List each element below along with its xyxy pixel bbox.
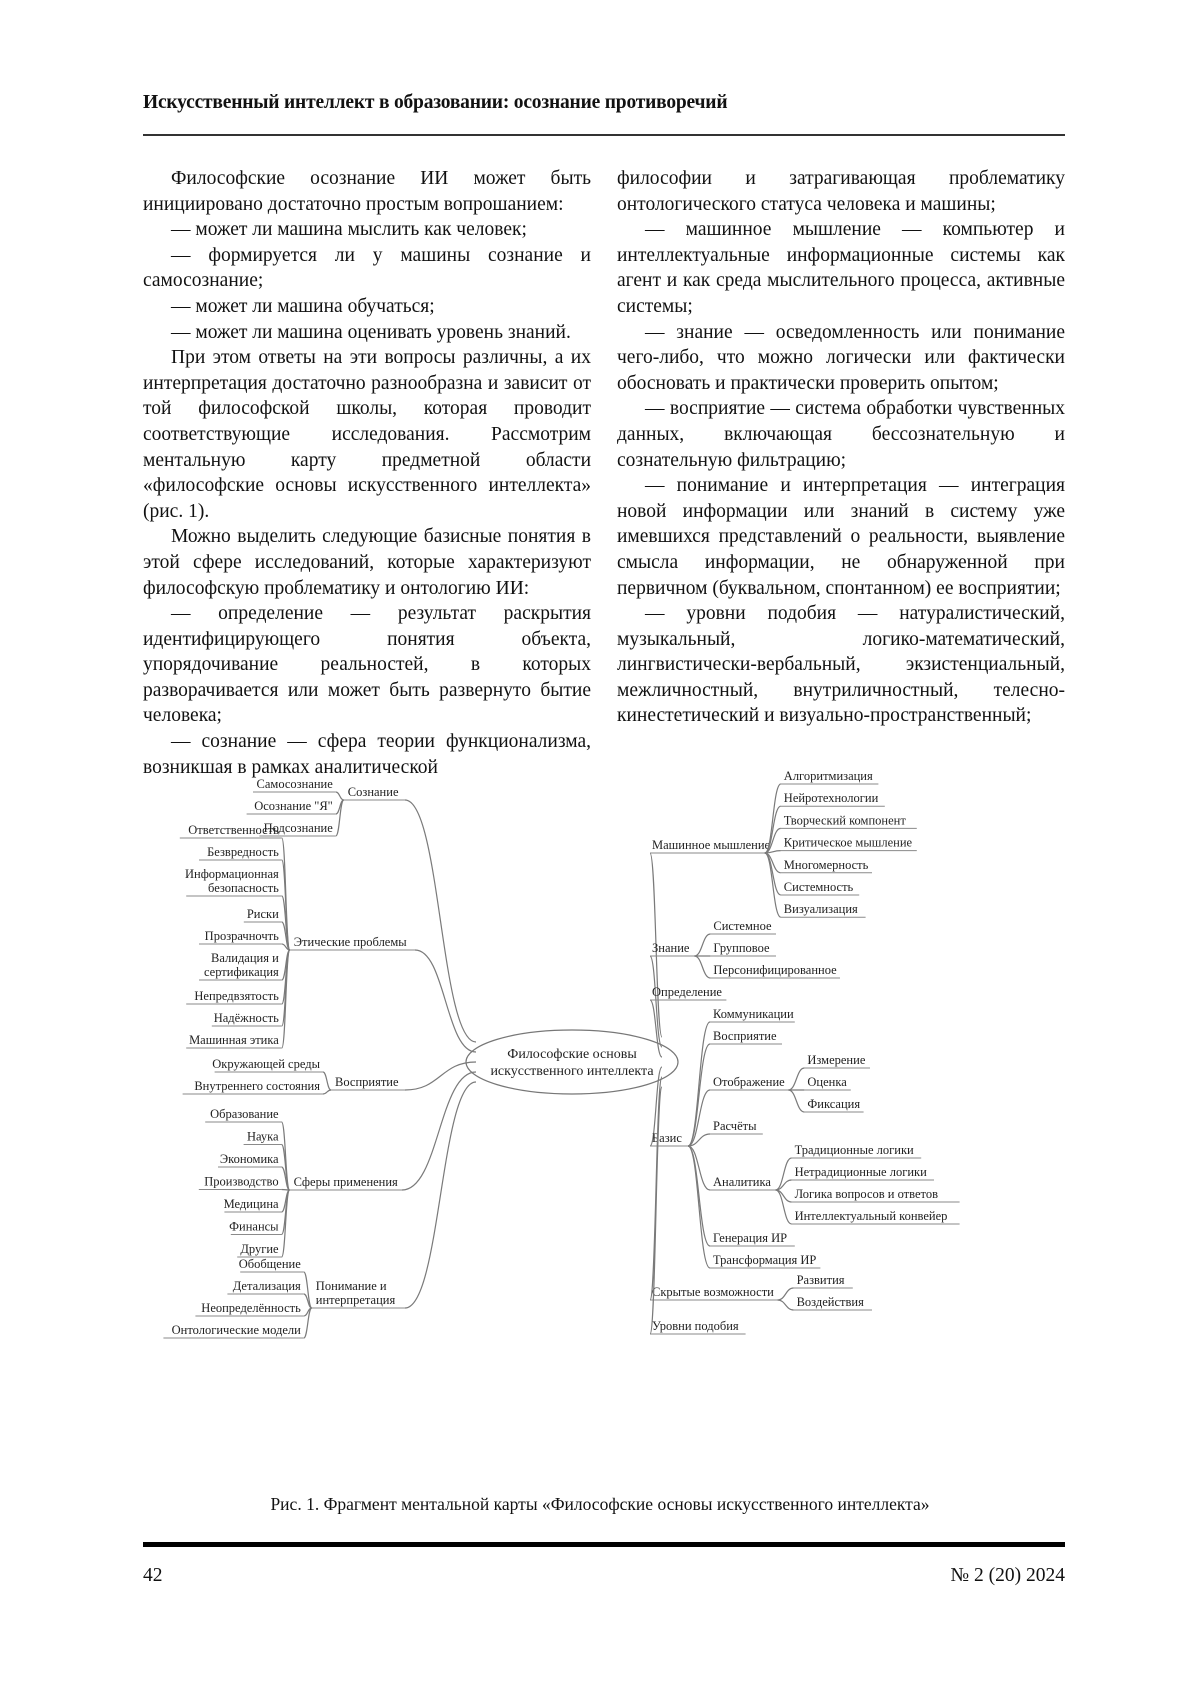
leaf-link <box>688 1146 710 1268</box>
header-rule <box>143 134 1065 136</box>
paragraph: — может ли машина обучаться; <box>171 295 435 317</box>
leaf-label: Подсознание <box>263 821 333 835</box>
paragraph: — уровни подобия — натуралистический, музыкальный, логико-математический, лингвистически-вербальный, экзистенциальный, межличностный, внутриличностный, телесно-кинестетический и визуально-пространственный; <box>617 603 1065 727</box>
central-node-label: Философские основы <box>507 1047 637 1062</box>
leaf-label: Непредвзятость <box>194 989 279 1003</box>
leaf-label: Наука <box>246 1129 279 1144</box>
branch-label: Уровни подобия <box>652 1319 739 1333</box>
subleaf-label: Фиксация <box>807 1097 861 1111</box>
leaf-label: безопасность <box>208 881 279 895</box>
leaf-link <box>323 1072 331 1090</box>
subleaf-label: Логика вопросов и ответов <box>794 1187 938 1201</box>
leaf-label: Многомерность <box>783 857 869 872</box>
branch-label: Знание <box>652 941 690 955</box>
text-column-right <box>617 166 1065 729</box>
paragraph: — может ли машина мыслить как человек; <box>171 219 527 241</box>
leaf-label: Нейротехнологии <box>783 791 879 806</box>
leaf-label: Прозрачночть <box>204 929 279 943</box>
leaf-label: Надёжность <box>213 1011 279 1025</box>
leaf-link <box>688 1146 710 1246</box>
branch-label: Сферы применения <box>293 1175 398 1189</box>
paragraph: — сознание — сфера теории функционализма, возникшая в рамках аналитической <box>143 731 591 778</box>
leaf-label: Генерация ИР <box>713 1231 788 1245</box>
central-node-label: искусственного интеллекта <box>490 1064 654 1079</box>
paragraph: — знание — осведомленность или понимание чего-либо, что можно логически или фактически обосновать и практически проверить опытом; <box>617 321 1065 394</box>
subleaf-link <box>788 1068 804 1090</box>
leaf-link <box>694 934 710 956</box>
leaf-label: Другие <box>240 1242 279 1256</box>
leaf-label: Валидация и <box>211 951 279 965</box>
leaf-label: Медицина <box>223 1197 279 1211</box>
issue-number: № 2 (20) 2024 <box>950 1565 1065 1586</box>
leaf-label: Детализация <box>232 1279 301 1293</box>
leaf-link <box>688 1044 710 1146</box>
running-title: Искусственный интеллект в образовании: осознание противоречий <box>143 92 728 113</box>
branch-link <box>405 800 476 1042</box>
leaf-label: Отображение <box>713 1075 785 1089</box>
leaf-label: Производство <box>204 1174 279 1189</box>
subleaf-label: Нетрадиционные логики <box>794 1165 927 1179</box>
leaf-label: Групповое <box>713 941 770 955</box>
page-number: 42 <box>143 1565 163 1586</box>
paragraph: Философские осознание ИИ может быть инициировано достаточно простым вопрошанием: <box>143 168 591 215</box>
leaf-link <box>282 1190 290 1191</box>
leaf-label: Неопределённость <box>201 1301 301 1315</box>
paragraph: — определение — результат раскрытия идентифицирующего понятия объекта, упорядочивание реальностей, в которых разворачивается или может быть развернуто бытие человека; <box>143 603 591 727</box>
leaf-label: Системное <box>713 919 772 933</box>
subleaf-label: Интеллектуальный конвейер <box>794 1209 948 1223</box>
leaf-label: Алгоритмизация <box>783 769 873 783</box>
leaf-label: Риски <box>246 907 279 921</box>
leaf-label: Творческий компонент <box>783 813 906 828</box>
leaf-label: Машинная этика <box>189 1033 279 1047</box>
leaf-label: Системность <box>783 880 854 894</box>
branch-label: Скрытые возможности <box>652 1285 774 1299</box>
leaf-link <box>778 1300 794 1310</box>
leaf-label: Финансы <box>229 1219 279 1234</box>
leaf-label: Обобщение <box>238 1257 301 1271</box>
leaf-link <box>688 1146 710 1190</box>
leaf-label: Внутреннего состояния <box>194 1079 320 1093</box>
leaf-label: Визуализация <box>783 902 858 917</box>
subleaf-label: Традиционные логики <box>794 1143 914 1157</box>
paragraph: При этом ответы на эти вопросы различны, а их интерпретация достаточно разнообразна и зависит от той философской школы, которая проводит соответствующие исследования. Рассмотрим ментальную карту предметной области «философские основы искусственного интеллекта» (рис. 1). <box>143 347 591 522</box>
leaf-label: Безвредность <box>207 845 279 859</box>
subleaf-label: Оценка <box>807 1075 847 1089</box>
text-column-left <box>143 166 591 780</box>
leaf-label: Окружающей среды <box>212 1057 320 1071</box>
leaf-label: Критическое мышление <box>783 835 913 850</box>
subleaf-label: Измерение <box>807 1053 866 1067</box>
paragraph: философии и затрагивающая проблематику онтологического статуса человека и машины; <box>617 168 1065 215</box>
central-node <box>466 1030 678 1094</box>
branch-label: Базис <box>652 1131 682 1145</box>
leaf-label: Аналитика <box>713 1175 771 1189</box>
leaf-label: Коммуникации <box>713 1007 794 1021</box>
branch-label: Понимание и <box>315 1279 387 1293</box>
paragraph: — понимание и интерпретация — интеграция новой информации или знаний в систему уже имевшихся представлений о реальности, выявление смысла информации, не обнаруженной при первичном (буквальном, спонтанном) ее восприятии; <box>617 475 1065 599</box>
footer-rule <box>143 1542 1065 1547</box>
leaf-label: Онтологические модели <box>171 1323 301 1337</box>
leaf-link <box>694 956 710 978</box>
leaf-link <box>323 1090 331 1094</box>
leaf-label: Ответственность <box>188 823 279 837</box>
leaf-label: Расчёты <box>713 1119 757 1133</box>
mind-map-figure <box>140 769 1080 1472</box>
branch-link <box>405 1082 476 1308</box>
paragraph: — восприятие — система обработки чувственных данных, включающая бессознательную и сознательную фильтрацию; <box>617 398 1065 471</box>
paragraph: — формируется ли у машины сознание и самосознание; <box>143 244 591 292</box>
paragraph: — машинное мышление — компьютер и интеллектуальные информационные системы как агент и как среда мыслительного процесса, активные системы; <box>617 219 1065 317</box>
branch-label: Машинное мышление <box>652 838 771 852</box>
leaf-label: Экономика <box>219 1152 279 1166</box>
leaf-label: Персонифицированное <box>713 963 837 977</box>
figure-caption: Рис. 1. Фрагмент ментальной карты «Философские основы искусственного интеллекта» <box>270 1494 930 1514</box>
leaf-label: Восприятие <box>713 1029 777 1043</box>
leaf-label: Осознание "Я" <box>254 799 333 813</box>
branch-label: интерпретация <box>315 1293 396 1307</box>
branch-label: Определение <box>652 985 722 999</box>
leaf-link <box>688 1022 710 1146</box>
branch-label: Этические проблемы <box>293 935 407 949</box>
subleaf-link <box>788 1090 804 1112</box>
leaf-label: Самосознание <box>256 777 333 791</box>
leaf-link <box>778 1288 794 1300</box>
branch-label: Восприятие <box>335 1075 399 1089</box>
leaf-link <box>336 792 344 800</box>
leaf-label: сертификация <box>203 965 279 979</box>
paragraph: Можно выделить следующие базисные понятия в этой сфере исследований, которые характеризуют философскую проблематику и онтологию ИИ: <box>143 526 591 599</box>
branch-label: Сознание <box>347 785 399 799</box>
leaf-label: Развития <box>796 1273 845 1287</box>
leaf-label: Воздействия <box>796 1295 864 1309</box>
leaf-label: Образование <box>210 1107 279 1121</box>
leaf-label: Трансформация ИР <box>713 1253 817 1267</box>
leaf-label: Информационная <box>184 867 279 881</box>
paragraph: — может ли машина оценивать уровень знаний. <box>171 321 571 343</box>
